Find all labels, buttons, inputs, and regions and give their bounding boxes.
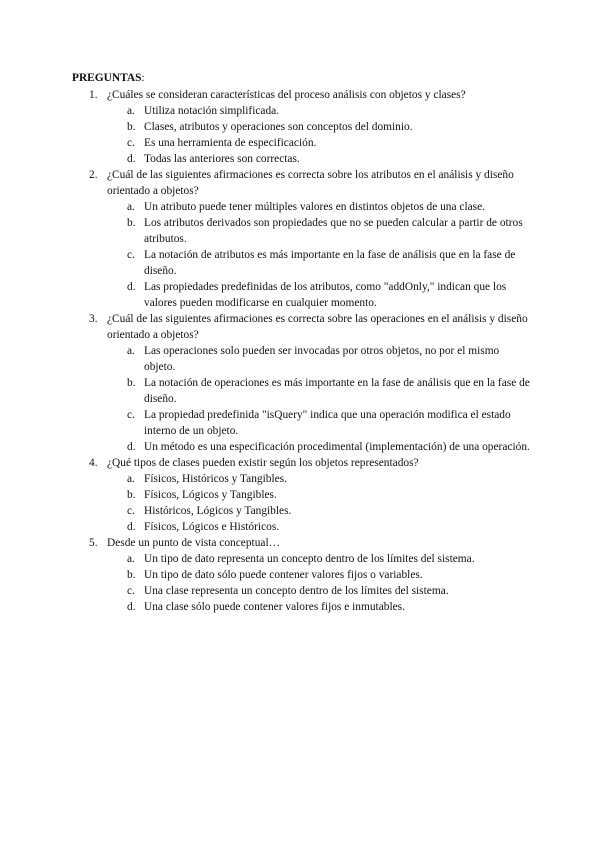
option-list — [72, 551, 532, 615]
option-item — [72, 583, 532, 599]
option-list — [72, 199, 532, 311]
question-number: 2. — [89, 169, 98, 181]
option-text: Todas las anteriores son correctas. — [144, 153, 300, 165]
option-item — [72, 407, 532, 439]
option-item — [72, 503, 532, 519]
question-list — [72, 87, 532, 615]
option-letter: c. — [127, 409, 135, 421]
option-text: Las operaciones solo pueden ser invocadas por otros objetos, no por el mismo objeto. — [144, 345, 500, 373]
question-item — [72, 455, 532, 471]
option-text: Físicos, Lógicos y Tangibles. — [144, 489, 277, 501]
option-item — [72, 343, 532, 375]
option-text: Una clase representa un concepto dentro de los límites del sistema. — [144, 585, 449, 597]
option-item — [72, 247, 532, 279]
option-letter: d. — [127, 521, 136, 533]
question-text: ¿Cuál de las siguientes afirmaciones es correcta sobre las operaciones en el análisis y diseño orientado a objetos? — [107, 313, 528, 341]
option-letter: b. — [127, 569, 136, 581]
option-letter: b. — [127, 489, 136, 501]
question-item — [72, 87, 532, 103]
option-letter: a. — [127, 105, 135, 117]
option-text: La notación de operaciones es más importante en la fase de análisis que en la fase de diseño. — [144, 377, 530, 405]
question-item — [72, 167, 532, 199]
heading-colon: : — [141, 72, 145, 84]
question-number: 5. — [89, 537, 98, 549]
question-item — [72, 311, 532, 343]
question-number: 4. — [89, 457, 98, 469]
question-text: ¿Qué tipos de clases pueden existir según los objetos representados? — [107, 457, 419, 469]
question-text: ¿Cuáles se consideran características del proceso análisis con objetos y clases? — [107, 89, 466, 101]
option-text: Las propiedades predefinidas de los atributos, como "addOnly," indican que los valores pueden modificarse en cualquier momento. — [144, 281, 507, 309]
option-list — [72, 471, 532, 535]
document-page — [72, 70, 532, 615]
option-text: Es una herramienta de especificación. — [144, 137, 317, 149]
option-letter: d. — [127, 153, 136, 165]
option-text: Un tipo de dato sólo puede contener valores fijos o variables. — [144, 569, 423, 581]
option-item — [72, 279, 532, 311]
option-letter: b. — [127, 121, 136, 133]
option-text: Físicos, Lógicos e Históricos. — [144, 521, 280, 533]
option-letter: c. — [127, 585, 135, 597]
option-text: Clases, atributos y operaciones son conceptos del dominio. — [144, 121, 413, 133]
option-item — [72, 135, 532, 151]
option-letter: a. — [127, 345, 135, 357]
option-item — [72, 199, 532, 215]
question-text: ¿Cuál de las siguientes afirmaciones es correcta sobre los atributos en el análisis y diseño orientado a objetos? — [107, 169, 514, 197]
option-letter: a. — [127, 473, 135, 485]
option-item — [72, 551, 532, 567]
option-text: Los atributos derivados son propiedades que no se pueden calcular a partir de otros atributos. — [144, 217, 523, 245]
option-letter: c. — [127, 249, 135, 261]
option-text: Físicos, Históricos y Tangibles. — [144, 473, 287, 485]
option-list — [72, 103, 532, 167]
option-letter: d. — [127, 281, 136, 293]
option-letter: c. — [127, 137, 135, 149]
option-item — [72, 599, 532, 615]
question-text: Desde un punto de vista conceptual… — [107, 537, 281, 549]
option-item — [72, 519, 532, 535]
option-list — [72, 343, 532, 455]
question-number: 1. — [89, 89, 98, 101]
option-letter: b. — [127, 217, 136, 229]
option-text: Históricos, Lógicos y Tangibles. — [144, 505, 292, 517]
option-letter: d. — [127, 601, 136, 613]
section-heading — [72, 70, 532, 86]
option-item — [72, 487, 532, 503]
option-item — [72, 215, 532, 247]
option-text: Un atributo puede tener múltiples valores en distintos objetos de una clase. — [144, 201, 486, 213]
option-letter: b. — [127, 377, 136, 389]
question-number: 3. — [89, 313, 98, 325]
option-text: Utiliza notación simplificada. — [144, 105, 280, 117]
option-letter: a. — [127, 553, 135, 565]
option-item — [72, 375, 532, 407]
option-item — [72, 567, 532, 583]
option-item — [72, 439, 532, 455]
option-text: Un método es una especificación procedimental (implementación) de una operación. — [144, 441, 530, 453]
option-item — [72, 151, 532, 167]
option-item — [72, 103, 532, 119]
question-item — [72, 535, 532, 551]
option-letter: a. — [127, 201, 135, 213]
option-text: La propiedad predefinida "isQuery" indica que una operación modifica el estado interno de un objeto. — [144, 409, 511, 437]
option-letter: c. — [127, 505, 135, 517]
option-item — [72, 471, 532, 487]
option-text: Un tipo de dato representa un concepto dentro de los límites del sistema. — [144, 553, 475, 565]
option-letter: d. — [127, 441, 136, 453]
option-text: Una clase sólo puede contener valores fijos e inmutables. — [144, 601, 405, 613]
heading-title: PREGUNTAS — [72, 72, 142, 84]
option-text: La notación de atributos es más importante en la fase de análisis que en la fase de diseño. — [144, 249, 516, 277]
option-item — [72, 119, 532, 135]
